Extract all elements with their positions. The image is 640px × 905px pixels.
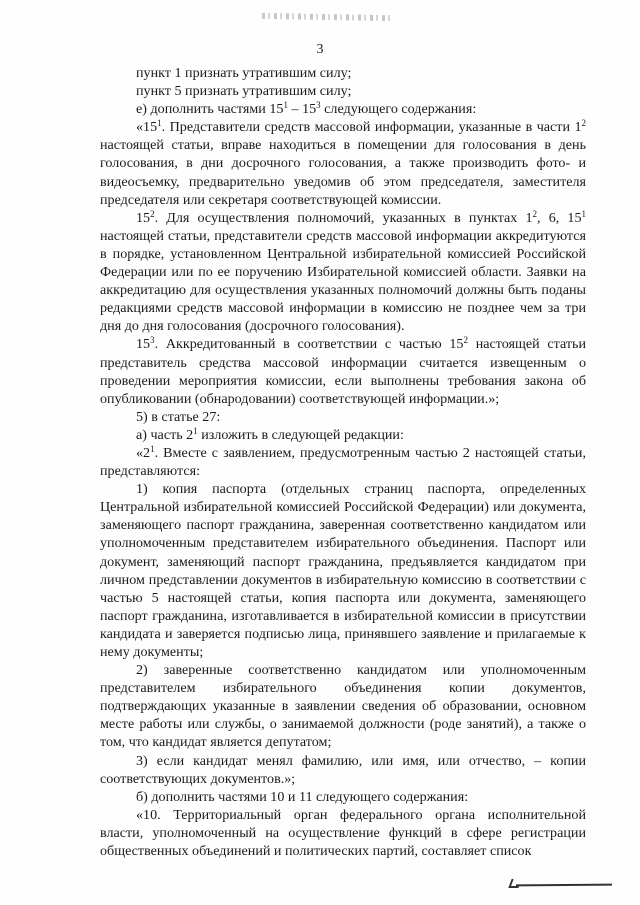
paragraph [100, 64, 586, 82]
page-number: 3 [316, 42, 324, 57]
text-segment: следующего содержания: [320, 101, 477, 118]
superscript: 2 [581, 118, 586, 129]
text-segment: . Аккредитованный в соответствии с частью 15 [154, 336, 464, 353]
text-segment: 15 [136, 209, 151, 226]
superscript: 1 [193, 425, 198, 436]
text-segment: настоящей статьи, вправе находиться в помещении для голосования в день голосования, в дни досрочного голосования, а также производить фото- и видеосъемку, предварительно уведомив об этом председателя, заместителя председателя или секретаря соответствующей комиссии. [100, 137, 586, 208]
paragraph [100, 480, 586, 661]
superscript: 2 [463, 335, 468, 346]
paragraph [100, 335, 586, 407]
paragraph [100, 752, 586, 788]
superscript: 2 [150, 208, 155, 219]
text-segment: настоящей статьи, представители средств массовой информации аккредитуются в порядке, установленном Центральной избирательной комиссией Российской Федерации или по ее поручению Избирательной комиссией области. Заявки на аккредитацию для осуществления указанных полномочий должны быть поданы редакциями средств массовой информации в комиссию не позднее чем за три дня до дня голосования (досрочного голосования). [100, 227, 586, 335]
text-segment: , 6, 15 [537, 209, 582, 226]
scan-artifact [262, 13, 392, 21]
text-segment: пункт 5 признать утратившим силу; [136, 83, 352, 100]
text-segment: пункт 1 признать утратившим силу; [136, 65, 352, 81]
text-segment: «2 [136, 444, 151, 461]
paragraph [100, 806, 586, 860]
paragraph [100, 100, 586, 118]
text-segment: 15 [136, 336, 151, 353]
signature-line [516, 884, 612, 887]
text-segment: – 15 [287, 101, 317, 118]
paragraph [100, 444, 586, 480]
text-segment: . Для осуществления полномочий, указанных в пунктах 1 [154, 209, 533, 226]
superscript: 1 [150, 443, 155, 454]
superscript: 1 [283, 100, 288, 111]
text-segment: изложить в следующей редакции: [197, 426, 404, 443]
text-segment: . Вместе с заявлением, предусмотренным частью 2 настоящей статьи, представляются: [100, 444, 586, 480]
superscript: 1 [581, 208, 587, 219]
text-segment: а) часть 2 [136, 426, 194, 443]
document-body [100, 64, 586, 860]
paragraph [100, 426, 586, 444]
paragraph [100, 209, 586, 336]
superscript: 3 [150, 335, 155, 346]
superscript: 3 [316, 100, 321, 111]
text-segment: 5) в статье 27: [136, 408, 221, 425]
superscript: 2 [532, 208, 538, 219]
text-segment: б) дополнить частями 10 и 11 следующего содержания: [136, 788, 469, 805]
text-segment: 1) копия паспорта (отдельных страниц паспорта, определенных Центральной избирательной комиссией Российской Федерации) или документа, заменяющего паспорт гражданина, заверенная соответственно кандидатом или уполномоченным представителем избирательного объединения. Паспорт или документ, заменяющий паспорт гражданина, предъявляется кандидатом при личном представлении документов в избирательную комиссию в соответствии с частью 5 настоящей статьи, копия паспорта или документа, заменяющего паспорт гражданина, изготавливается в избирательной комиссии в присутствии кандидата и заверяется подписью лица, принявшего заявление и прилагаемые к нему документы; [100, 481, 586, 660]
text-segment: е) дополнить частями 15 [136, 101, 284, 118]
paragraph [100, 82, 586, 100]
text-segment: 3) если кандидат менял фамилию, или имя, или отчество, – копии соответствующих документов.»; [100, 752, 586, 787]
paragraph [100, 118, 586, 208]
paragraph [100, 408, 586, 426]
text-segment: настоящей статьи представитель средства массовой информации считается извещенным о проведении мероприятия комиссии, если выполнены требования закона об опубликовании (обнародовании) соответствующей информации.»; [100, 336, 586, 407]
text-segment: «10. Территориальный орган федерального органа исполнительной власти, уполномоченный на осуществление функций в сфере регистрации общественных объединений и политических партий, составляет список [100, 806, 586, 860]
paragraph [100, 661, 586, 751]
text-segment: . Представители средств массовой информации, указанные в части 1 [161, 119, 582, 136]
paragraph [100, 788, 586, 806]
text-segment: «15 [136, 119, 158, 136]
superscript: 1 [157, 118, 162, 129]
text-segment: 2) заверенные соответственно кандидатом или уполномоченным представителем избирательного объединения копии документов, подтверждающих указанные в заявлении сведения об образовании, основном месте работы или службы, о занимаемой должности (роде занятий), а также о том, что кандидат является депутатом; [100, 662, 586, 751]
